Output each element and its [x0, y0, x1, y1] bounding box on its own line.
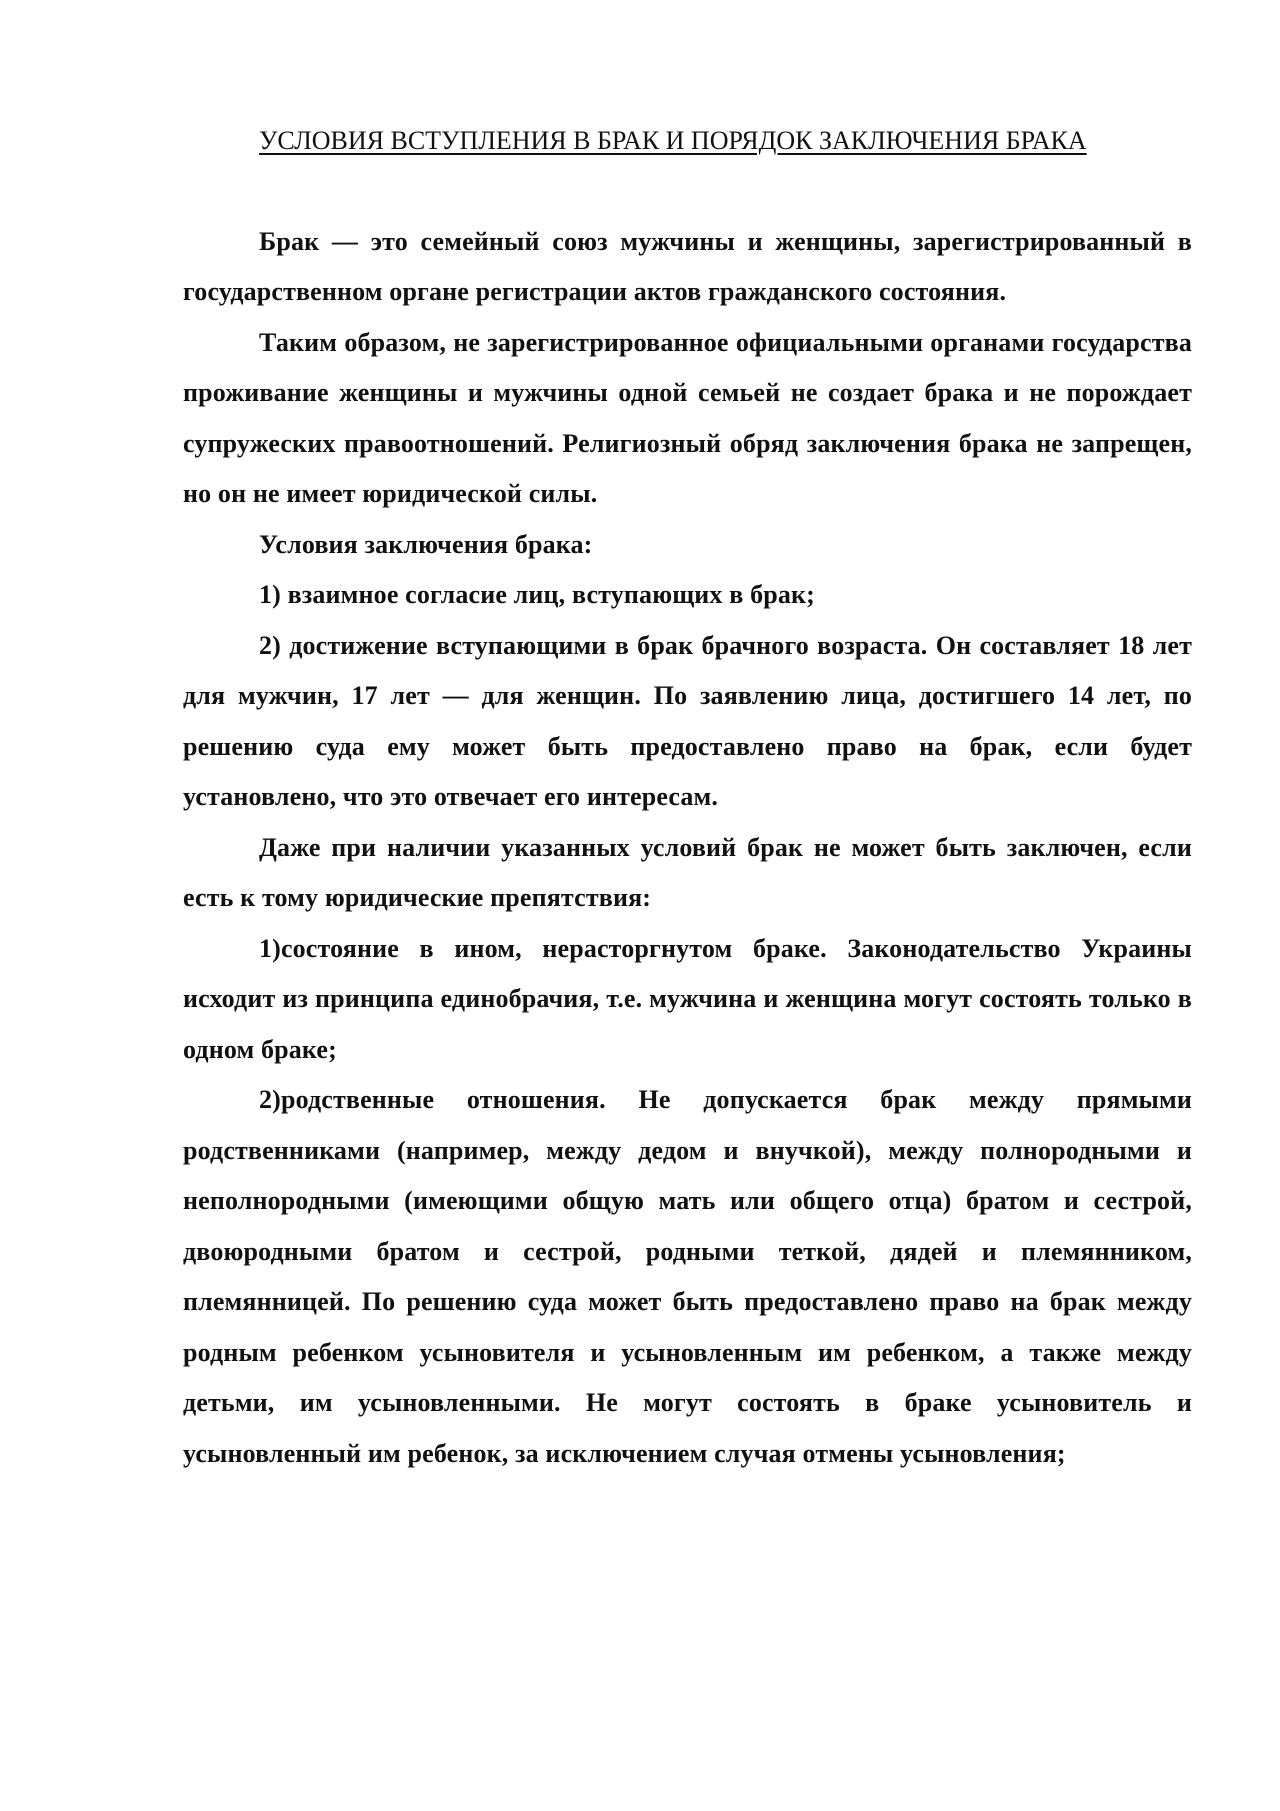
- paragraph-condition-marriage-age: 2) достижение вступающими в брак брачного возраста. Он составляет 18 лет для мужчин, 17 лет — для женщин. По заявлению лица, достигшего 14 лет, по решению суда ему может быть предоставлено право на брак, если будет установлено, что это отвечает его интересам.: [183, 630, 1192, 811]
- paragraph-obstacle-kinship: 2)родственные отношения. Не допускается брак между прямыми родственниками (например, между дедом и внучкой), между полнородными и неполнородными (имеющими общую мать или общего отца) братом и сестрой, двоюродными братом и сестрой, родными теткой, дядей и племянником, племянницей. По решению суда может быть предоставлено право на брак между родным ребенком усыновителя и усыновленным им ребенком, а также между детьми, им усыновленными. Не могут состоять в браке усыновитель и усыновленный им ребенок, за исключением случая отмены усыновления;: [183, 1085, 1192, 1468]
- paragraph-legal-obstacles-intro: Даже при наличии указанных условий брак не может быть заключен, если есть к тому юридические препятствия:: [183, 832, 1192, 912]
- paragraph-conditions-heading: Условия заключения брака:: [259, 529, 593, 559]
- paragraph-marriage-definition: Брак — это семейный союз мужчины и женщины, зарегистрированный в государственном органе регистрации актов гражданского состояния.: [183, 226, 1192, 306]
- document-title: УСЛОВИЯ ВСТУПЛЕНИЯ В БРАК И ПОРЯДОК ЗАКЛЮЧЕНИЯ БРАКА: [259, 126, 1087, 155]
- paragraph-unregistered-cohabitation: Таким образом, не зарегистрированное официальными органами государства проживание женщины и мужчины одной семьей не создает брака и не порождает супружеских правоотношений. Религиозный обряд заключения брака не запрещен, но он не имеет юридической силы.: [183, 327, 1192, 508]
- paragraph-condition-consent: 1) взаимное согласие лиц, вступающих в брак;: [259, 580, 815, 609]
- paragraph-obstacle-existing-marriage: 1)состояние в ином, нерасторгнутом браке. Законодательство Украины исходит из принципа единобрачия, т.е. мужчина и женщина могут состоять только в одном браке;: [183, 933, 1192, 1064]
- document-body: [183, 116, 1192, 1479]
